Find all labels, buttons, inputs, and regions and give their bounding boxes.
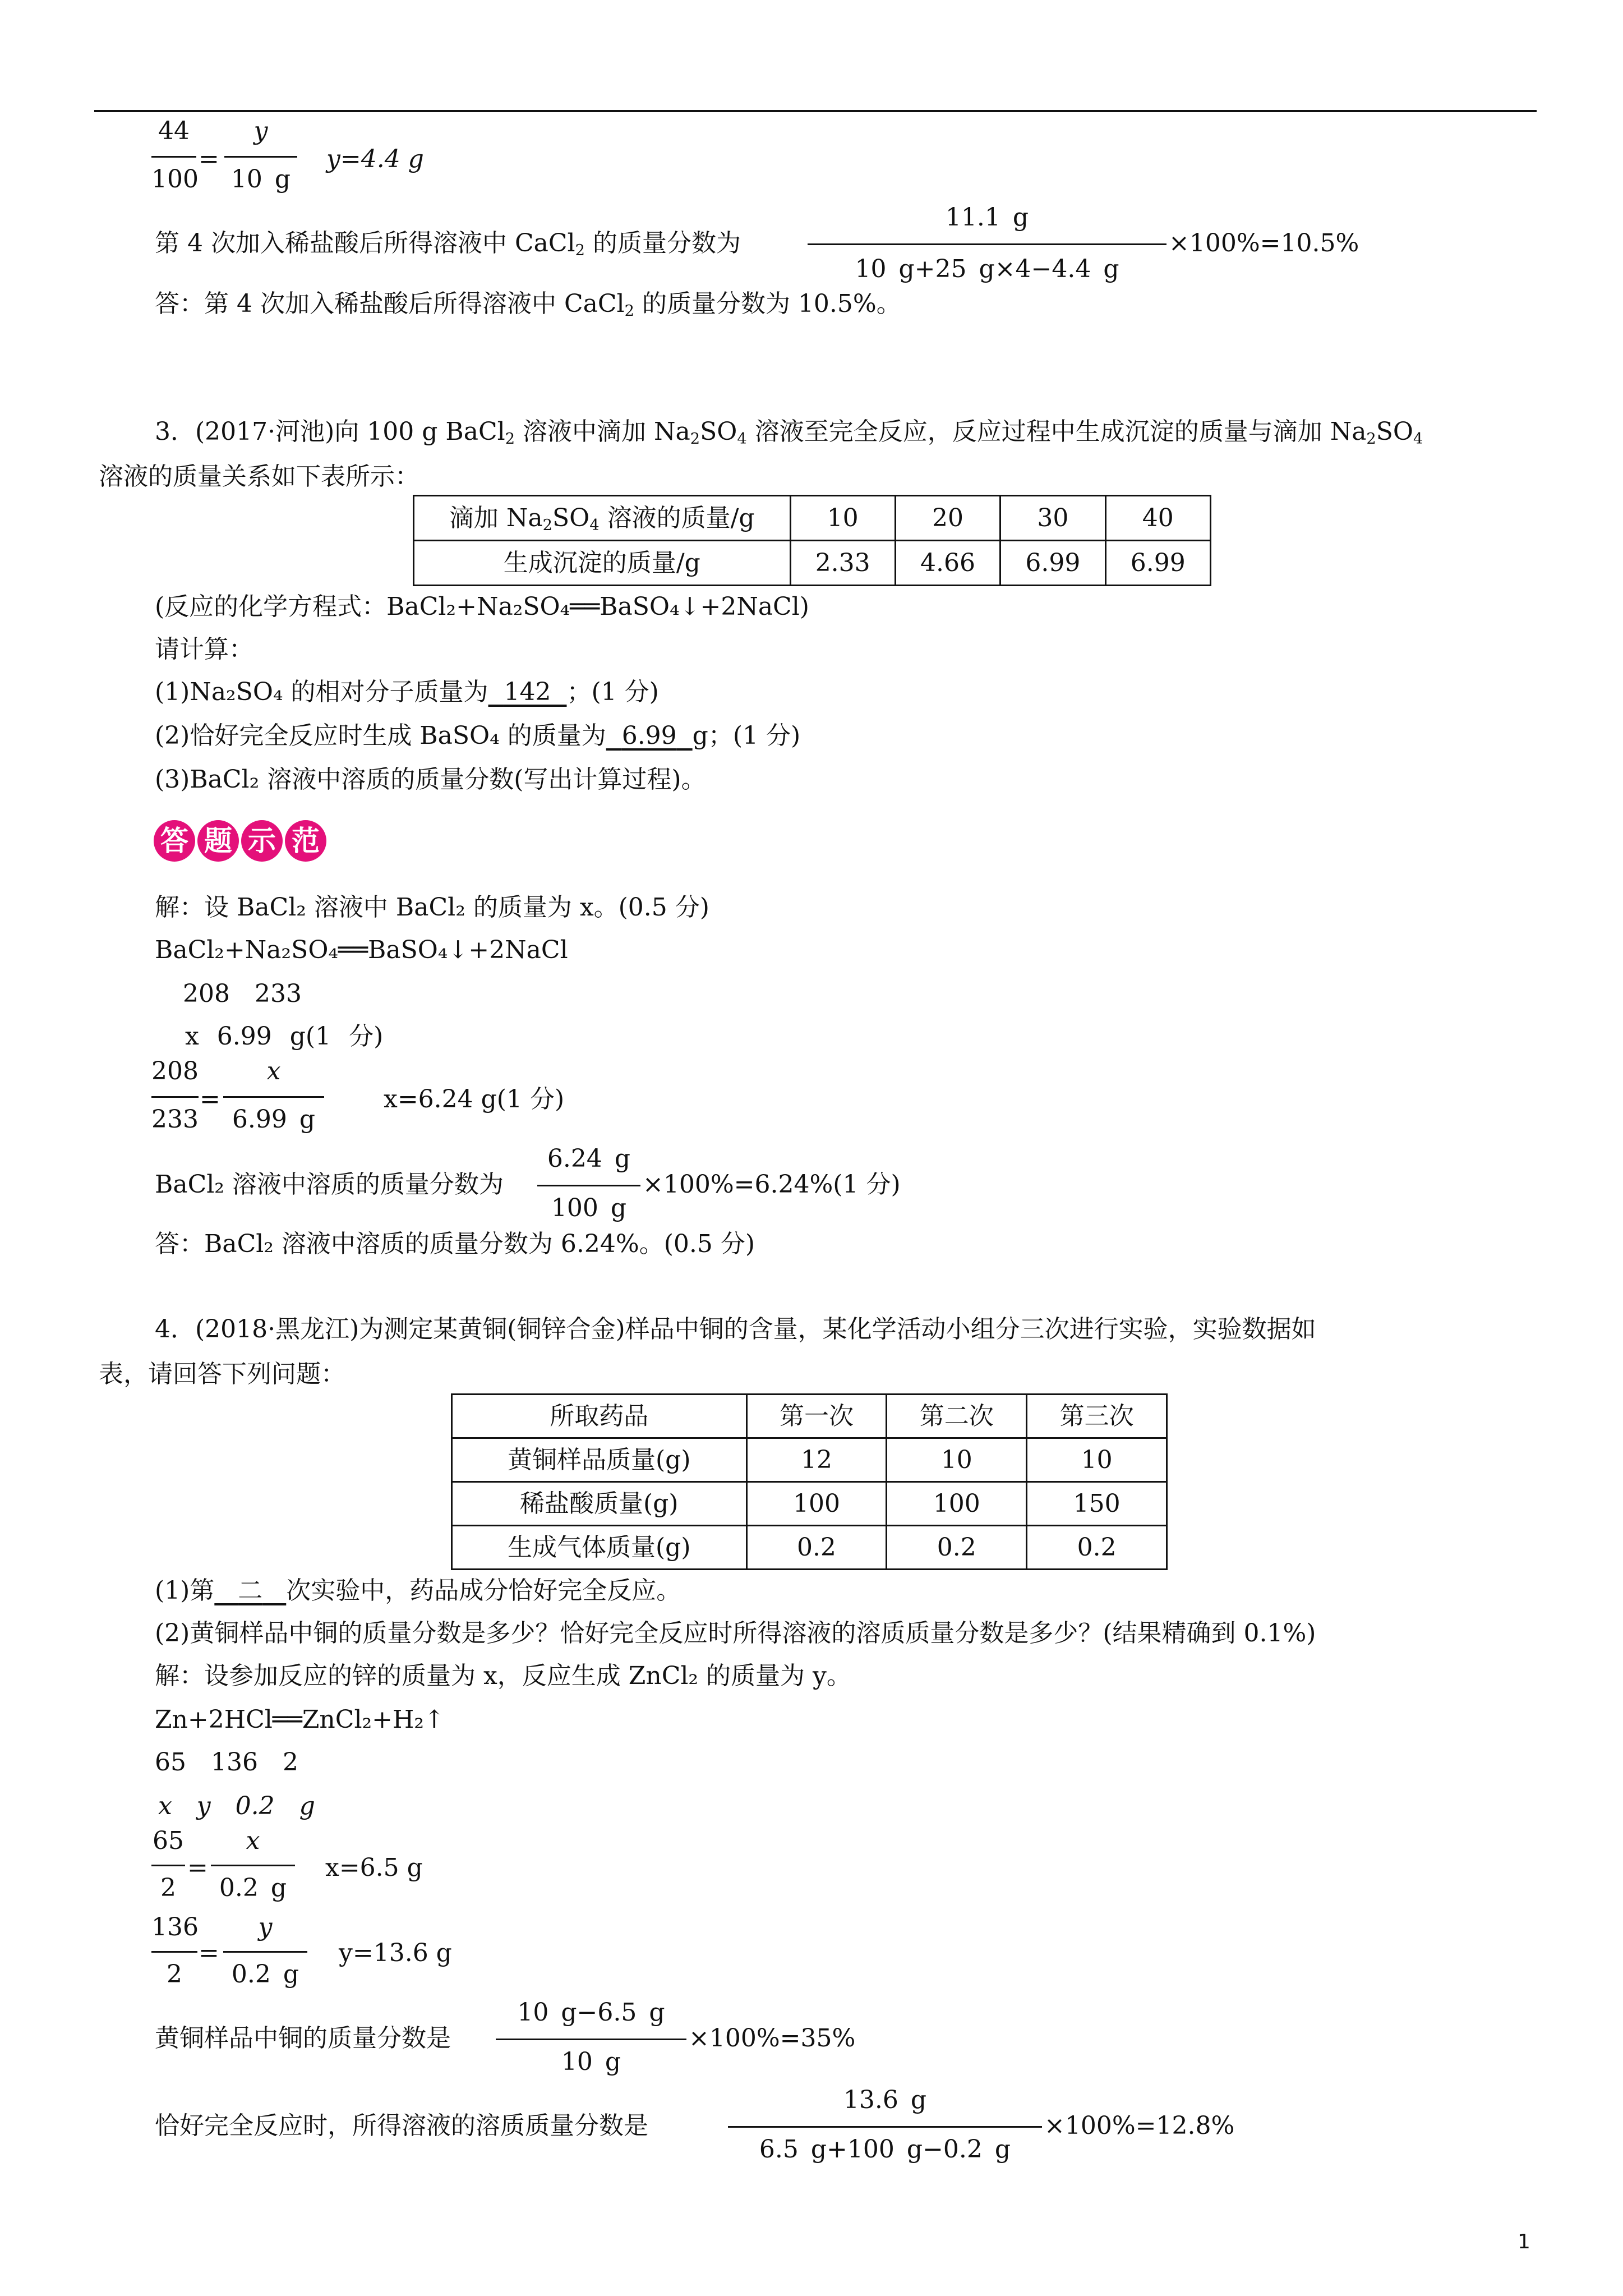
table-cell: 10 bbox=[1027, 1438, 1167, 1482]
fraction-solution: 13.6 g 6.5 g+100 g−0.2 g bbox=[728, 2088, 1042, 2162]
answer-demo-badge: 答 题 示 范 bbox=[154, 820, 326, 862]
table-cell: 20 bbox=[895, 496, 1000, 541]
cacl2-fraction-line: 第 4 次加入稀盐酸后所得溶液中 CaCl$_2$ 的质量分数为 bbox=[155, 229, 741, 259]
q3-answer: 答：BaCl₂ 溶液中溶质的质量分数为 6.24%。(0.5 分) bbox=[155, 1230, 755, 1258]
fraction-x-6.99g: x 6.99 g bbox=[223, 1059, 324, 1132]
fraction-208-233: 208 233 bbox=[151, 1057, 199, 1134]
table-cell: 150 bbox=[1027, 1482, 1167, 1526]
q3-result-x: x=6.24 g(1 分) bbox=[384, 1085, 565, 1114]
table-header-cell: 第三次 bbox=[1027, 1395, 1167, 1438]
q4-solution-result: ×100%=12.8% bbox=[1044, 2111, 1235, 2140]
table-cell: 黄铜样品质量(g) bbox=[452, 1438, 747, 1482]
table-cell: 10 bbox=[887, 1438, 1027, 1482]
table-cell: 12 bbox=[746, 1438, 887, 1482]
table-cell: 2.33 bbox=[790, 541, 895, 586]
equals-sign: = bbox=[199, 1939, 219, 1967]
table-cell: 10 bbox=[790, 496, 895, 541]
q4-solution-2: Zn+2HCl══ZnCl₂+H₂↑ bbox=[155, 1705, 445, 1734]
table-cell: 100 bbox=[746, 1482, 887, 1526]
table-cell: 30 bbox=[1000, 496, 1105, 541]
q3-solution-3: 208 233 bbox=[183, 979, 302, 1008]
equals-sign: = bbox=[187, 1853, 208, 1882]
cacl2-result: ×100%=10.5% bbox=[1169, 229, 1359, 257]
q3-percent-result: ×100%=6.24%(1 分) bbox=[643, 1170, 901, 1199]
q3-please: 请计算： bbox=[155, 635, 253, 664]
table-cell: 40 bbox=[1105, 496, 1210, 541]
q4-part1: (1)第 二 次实验中，药品成分恰好完全反应。 bbox=[155, 1576, 681, 1605]
fraction-6.24-100: 6.24 g 100 g bbox=[537, 1147, 640, 1221]
table-cell: 100 bbox=[887, 1482, 1027, 1526]
fraction-136-2: 136 2 bbox=[151, 1913, 199, 1989]
q3-solution-4: x 6.99 g(1 分) bbox=[185, 1022, 384, 1051]
table-cell: 0.2 bbox=[746, 1526, 887, 1570]
q3-part1: (1)Na₂SO₄ 的相对分子质量为 142 ；(1 分) bbox=[155, 678, 659, 706]
fraction-cacl2: 11.1 g 10 g+25 g×4−4.4 g bbox=[808, 205, 1166, 282]
q4-result-y: y=13.6 g bbox=[339, 1939, 452, 1967]
table-cell: 生成气体质量(g) bbox=[452, 1526, 747, 1570]
table-header-cell: 第一次 bbox=[746, 1395, 887, 1438]
fraction-44-100: 44 100 bbox=[151, 117, 199, 194]
result-y: y=4.4 g bbox=[326, 145, 424, 173]
q4-solution-1: 解：设参加反应的锌的质量为 x，反应生成 ZnCl₂ 的质量为 y。 bbox=[155, 1662, 851, 1690]
q4-part2: (2)黄铜样品中铜的质量分数是多少？恰好完全反应时所得溶液的溶质质量分数是多少？(结果精确到 0.1%) bbox=[155, 1619, 1316, 1648]
header-rule bbox=[94, 110, 1537, 112]
q3-intro-line2: 溶液的质量关系如下表所示： bbox=[99, 462, 419, 491]
fraction-y-10g: y 10 g bbox=[224, 119, 297, 192]
q4-intro-line1: 4．(2018·黑龙江)为测定某黄铜(铜锌合金)样品中铜的含量，某化学活动小组分三次进行实验，实验数据如 bbox=[155, 1315, 1316, 1343]
q4-result-x: x=6.5 g bbox=[325, 1853, 423, 1882]
equals-sign: = bbox=[199, 145, 219, 173]
q3-data-table bbox=[413, 495, 1211, 586]
q3-part3: (3)BaCl₂ 溶液中溶质的质量分数(写出计算过程)。 bbox=[155, 765, 706, 794]
table-cell: 6.99 bbox=[1000, 541, 1105, 586]
fraction-65-2: 65 2 bbox=[153, 1826, 184, 1902]
table-header-cell: 第二次 bbox=[887, 1395, 1027, 1438]
fraction-y-0.2g: y 0.2 g bbox=[223, 1915, 307, 1987]
equals-sign: = bbox=[200, 1085, 220, 1114]
q3-fraction-line: BaCl₂ 溶液中溶质的质量分数为 bbox=[155, 1170, 504, 1199]
q3-part2: (2)恰好完全反应时生成 BaSO₄ 的质量为 6.99 g；(1 分) bbox=[155, 721, 801, 750]
q3-solution-1: 解：设 BaCl₂ 溶液中 BaCl₂ 的质量为 x。(0.5 分) bbox=[155, 893, 709, 922]
table-header-cell: 生成沉淀的质量/g bbox=[414, 541, 791, 586]
table-cell: 稀盐酸质量(g) bbox=[452, 1482, 747, 1526]
q4-copper-line: 黄铜样品中铜的质量分数是 bbox=[155, 2024, 451, 2053]
table-cell: 0.2 bbox=[887, 1526, 1027, 1570]
table-cell: 6.99 bbox=[1105, 541, 1210, 586]
q4-data-table bbox=[451, 1393, 1168, 1570]
table-header-cell: 滴加 $Na_2SO_4$ 溶液的质量/g bbox=[414, 496, 791, 541]
fraction-copper: 10 g−6.5 g 10 g bbox=[496, 2000, 686, 2074]
table-header-cell: 所取药品 bbox=[452, 1395, 747, 1438]
q4-intro-line2: 表，请回答下列问题： bbox=[99, 1360, 345, 1388]
table-cell: 0.2 bbox=[1027, 1526, 1167, 1570]
q4-copper-result: ×100%=35% bbox=[689, 2024, 856, 2053]
page-number: 1 bbox=[1518, 2230, 1530, 2253]
top-answer: 答：第 4 次加入稀盐酸后所得溶液中 CaCl$_2$ 的质量分数为 10.5%。 bbox=[155, 289, 901, 320]
table-cell: 4.66 bbox=[895, 541, 1000, 586]
q3-equation: (反应的化学方程式：BaCl₂+Na₂SO₄══BaSO₄↓+2NaCl) bbox=[155, 592, 809, 621]
fraction-x-0.2g: x 0.2 g bbox=[211, 1829, 295, 1901]
q3-intro-line1: 3．(2017·河池)向 100 g BaCl$_2$ 溶液中滴加 $Na_2SO_4$ 溶液至完全反应，反应过程中生成沉淀的质量与滴加 $Na_2SO_4$ bbox=[155, 417, 1423, 448]
q4-solution-line: 恰好完全反应时，所得溶液的溶质质量分数是 bbox=[155, 2111, 648, 2140]
q4-solution-4: x y 0.2 g bbox=[158, 1792, 315, 1820]
q4-solution-3: 65 136 2 bbox=[155, 1748, 298, 1777]
q3-solution-2: BaCl₂+Na₂SO₄══BaSO₄↓+2NaCl bbox=[155, 936, 568, 964]
